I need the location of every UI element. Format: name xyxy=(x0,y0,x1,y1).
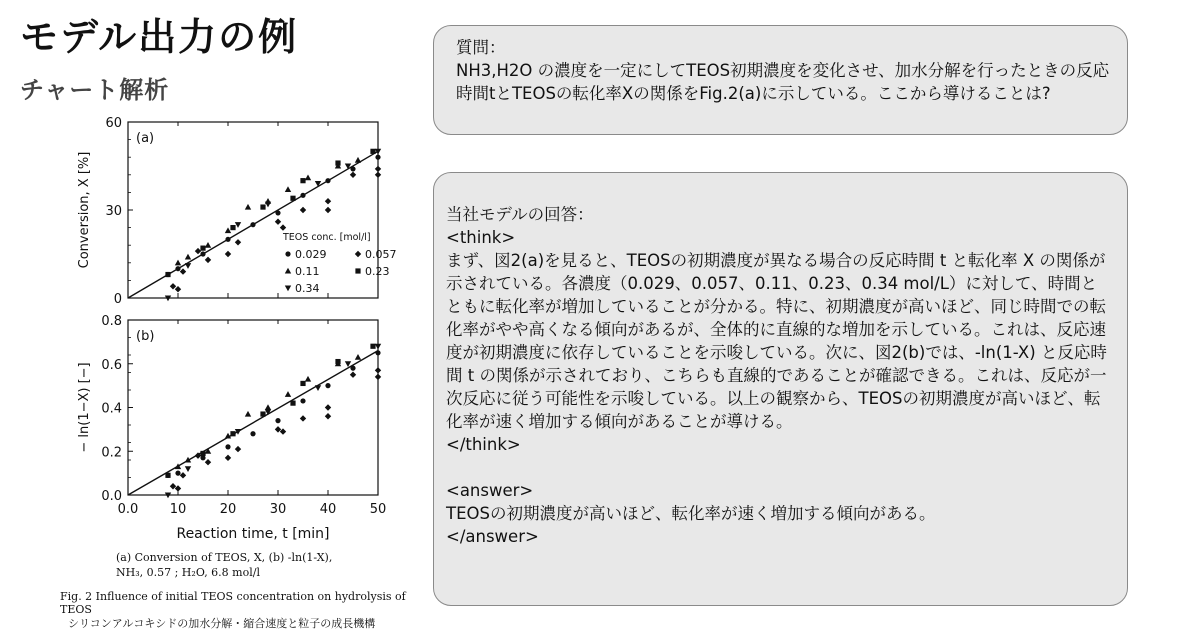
panel-a-point-triangle xyxy=(185,254,191,260)
panel-a-point-circle xyxy=(225,237,230,242)
panel-a-ytick-label: 0 xyxy=(113,292,122,307)
panel-b-xtick-label: 40 xyxy=(319,502,337,517)
panel-b-point-circle xyxy=(300,398,305,403)
panel-b-xtick-label: 10 xyxy=(169,502,187,517)
panel-a-frame xyxy=(128,122,378,298)
panel-b-ylabel: − ln(1−X) [−] xyxy=(77,362,92,453)
answer-close-tag: </answer> xyxy=(446,527,539,546)
panel-a-ytick-label: 30 xyxy=(105,204,122,219)
panel-a-point-triangle xyxy=(285,186,291,192)
panel-a-point-triangle xyxy=(205,242,211,248)
answer-bubble xyxy=(433,172,1128,606)
figure-subcaption-line1: (a) Conversion of TEOS, X, (b) -ln(1-X), xyxy=(116,551,333,564)
panel-a-point-square xyxy=(335,160,340,165)
panel-b-point-diamond xyxy=(225,455,231,461)
chart-xlabel: Reaction time, t [min] xyxy=(176,526,330,542)
page-title: モデル出力の例 xyxy=(20,15,299,59)
panel-a-point-diamond xyxy=(170,283,176,289)
panel-a-point-diamond xyxy=(280,224,286,230)
panel-a-point-diamond xyxy=(275,219,281,225)
panel-a-ylabel: Conversion, X [%] xyxy=(77,151,92,269)
panel-a-point-diamond xyxy=(175,286,181,292)
panel-a-point-circle xyxy=(200,251,205,256)
panel-a-point-square xyxy=(260,204,265,209)
panel-a-point-triangle xyxy=(245,204,251,210)
panel-b-ytick-label: 0.8 xyxy=(101,314,122,329)
panel-a-point-diamond xyxy=(350,172,356,178)
panel-a-point-diamond xyxy=(375,166,381,172)
panel-a-point-circle xyxy=(275,210,280,215)
panel-a-point-triangle-down xyxy=(375,149,381,155)
panel-b-ytick-label: 0.2 xyxy=(101,445,122,461)
panel-b-xtick-label: 50 xyxy=(369,502,387,517)
panel-a-point-diamond xyxy=(235,239,241,245)
panel-b-point-triangle xyxy=(265,404,271,410)
panel-b-point-circle xyxy=(325,383,330,388)
panel-b-point-square xyxy=(260,411,265,416)
page-subtitle: チャート解析 xyxy=(20,76,170,104)
panel-a-point-diamond xyxy=(325,207,331,213)
legend-marker-diamond xyxy=(355,251,361,257)
think-close-tag: </think> xyxy=(446,435,521,454)
panel-b-point-diamond xyxy=(325,404,331,410)
panel-a-point-square xyxy=(370,149,375,154)
question-text: NH3,H2O の濃度を一定にしてTEOS初期濃度を変化させ、加水分解を行ったときの反応時間tとTEOSの転化率Xの関係をFig.2(a)に示している。ここから導けることは? xyxy=(456,61,1110,103)
panel-b-point-diamond xyxy=(205,459,211,465)
question-bubble xyxy=(433,25,1128,135)
panel-a-label: (a) xyxy=(136,131,155,146)
panel-a-point-triangle-down xyxy=(265,202,271,208)
panel-b-point-triangle xyxy=(285,391,291,397)
panel-a-point-circle xyxy=(325,178,330,183)
panel-a-point-square xyxy=(165,272,170,277)
panel-b-point-square xyxy=(290,401,295,406)
panel-b-point-square xyxy=(165,473,170,478)
panel-b-ytick-label: 0.0 xyxy=(101,489,122,504)
panel-a-point-diamond xyxy=(375,172,381,178)
panel-a-point-diamond xyxy=(205,257,211,263)
figure-source: シリコンアルコキシドの加水分解・縮合速度と粒子の成長機構 xyxy=(68,617,376,630)
panel-b-point-diamond xyxy=(375,367,381,373)
panel-b-frame xyxy=(128,320,378,495)
legend-entry: 0.11 xyxy=(295,265,320,278)
legend-marker-square xyxy=(355,268,360,273)
figure-caption: Fig. 2 Influence of initial TEOS concentration on hydrolysis of TEOS xyxy=(60,590,406,616)
panel-b-point-circle xyxy=(250,431,255,436)
panel-a-point-diamond xyxy=(325,198,331,204)
answer-label: 当社モデルの回答： xyxy=(446,205,594,224)
legend-marker-triangle xyxy=(285,268,291,274)
legend-entry: 0.23 xyxy=(365,265,390,278)
panel-a-point-triangle xyxy=(225,227,231,233)
figure xyxy=(60,110,420,630)
panel-b-point-triangle-down xyxy=(235,429,241,435)
panel-b-xtick-label: 20 xyxy=(219,502,237,517)
panel-b-point-square xyxy=(335,359,340,364)
panel-b-point-square xyxy=(300,381,305,386)
panel-a-point-triangle xyxy=(355,157,361,163)
panel-b-ytick-label: 0.6 xyxy=(101,357,122,373)
panel-b-point-triangle-down xyxy=(375,344,381,350)
panel-b-point-diamond xyxy=(180,472,186,478)
answer-open-tag: <answer> xyxy=(446,481,534,500)
panel-b-point-diamond xyxy=(235,446,241,452)
panel-a-point-diamond xyxy=(180,268,186,274)
chart-figure xyxy=(60,110,420,550)
panel-b-point-triangle xyxy=(205,448,211,454)
legend-title: TEOS conc. [mol/l] xyxy=(283,232,371,243)
legend-entry: 0.029 xyxy=(295,248,327,261)
panel-a-point-circle xyxy=(300,193,305,198)
panel-a-ytick-label: 60 xyxy=(105,116,122,131)
panel-b-point-triangle xyxy=(305,376,311,382)
panel-b-point-circle xyxy=(175,471,180,476)
legend-marker-triangle-down xyxy=(285,285,291,291)
panel-b-ytick-label: 0.4 xyxy=(101,401,122,417)
panel-a-point-circle xyxy=(175,266,180,271)
legend-marker-circle xyxy=(285,251,290,256)
panel-a-point-square xyxy=(200,246,205,251)
panel-a-point-triangle-down xyxy=(235,222,241,228)
figure-subcaption xyxy=(116,550,416,580)
panel-b-point-square xyxy=(200,451,205,456)
think-open-tag: <think> xyxy=(446,228,516,247)
panel-b-label: (b) xyxy=(136,329,155,344)
panel-b-xtick-label: 0.0 xyxy=(117,502,139,517)
panel-b-point-square xyxy=(230,431,235,436)
panel-b-point-diamond xyxy=(375,374,381,380)
panel-a-point-circle xyxy=(350,166,355,171)
panel-a-point-diamond xyxy=(195,248,201,254)
panel-a-point-circle xyxy=(375,155,380,160)
panel-a-point-square xyxy=(290,196,295,201)
panel-a-point-diamond xyxy=(225,251,231,257)
figure-subcaption-line2: NH₃, 0.57 ; H₂O, 6.8 mol/l xyxy=(116,566,260,579)
panel-b-point-triangle xyxy=(245,411,251,417)
panel-b-point-triangle xyxy=(355,354,361,360)
panel-b-point-diamond xyxy=(300,415,306,421)
panel-a-point-triangle xyxy=(305,175,311,181)
panel-b-point-circle xyxy=(375,350,380,355)
legend-entry: 0.057 xyxy=(365,248,397,261)
panel-b-point-diamond xyxy=(325,413,331,419)
panel-b-point-triangle-down xyxy=(315,385,321,391)
panel-b-point-circle xyxy=(350,366,355,371)
panel-b-point-diamond xyxy=(350,371,356,377)
legend-entry: 0.34 xyxy=(295,282,320,295)
panel-b-point-circle xyxy=(225,444,230,449)
panel-b-point-circle xyxy=(275,418,280,423)
panel-a-point-square xyxy=(300,178,305,183)
think-text: まず、図2(a)を見ると、TEOSの初期濃度が異なる場合の反応時間 t と転化率 X の関係が示されている。各濃度（0.029、0.057、0.11、0.23、0.34 mol/L）に対して、時間とともに転化率が増加していることが分かる。特に、初期濃度が高いほど、同じ時間での転化率がやや高くなる傾向があるが、全体的に直線的な増加を示している。これは、反応速度が初期濃度に依存していることを示唆している。次に、図2(b)では、-ln(1-X) と反応時間 t の関係が示されており、こちらも直線的であることが確認できる。これは、反応が一次反応に従う可能性を示唆している。以上の観察から、TEOSの初期濃度が高いほど、転化率が速く増加する傾向があることが導ける。 xyxy=(446,251,1107,431)
answer-text: TEOSの初期濃度が高いほど、転化率が速く増加する傾向がある。 xyxy=(446,504,936,523)
panel-a-point-circle xyxy=(250,222,255,227)
panel-a-point-diamond xyxy=(300,207,306,213)
question-label: 質問： xyxy=(456,38,506,57)
panel-b-xtick-label: 30 xyxy=(269,502,287,517)
panel-b-point-square xyxy=(370,344,375,349)
panel-b-point-triangle-down xyxy=(185,466,191,472)
panel-a-point-triangle-down xyxy=(185,263,191,269)
panel-a-point-triangle xyxy=(175,260,181,266)
panel-a-point-square xyxy=(230,225,235,230)
